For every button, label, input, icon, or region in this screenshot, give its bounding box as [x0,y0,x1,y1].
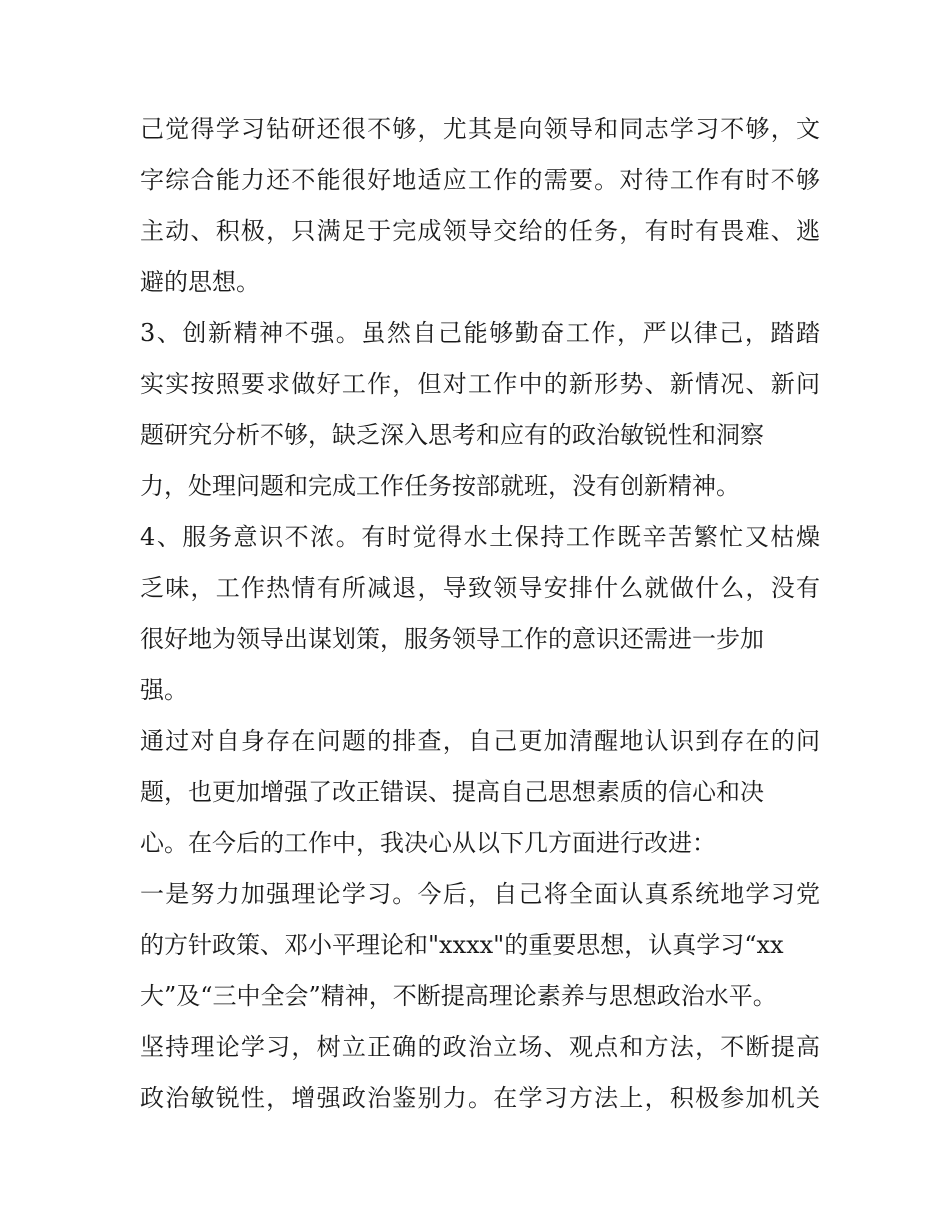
text-line-16: 一是努力加强理论学习。今后，自己将全面认真系统地学习党 [140,880,820,908]
text-line-5: 3、创新精神不强。虽然自己能够勤奋工作，严以律己，踏踏 [140,319,820,347]
text-line-11: 很好地为领导出谋划策，服务领导工作的意识还需进一步加 [140,625,764,653]
text-line-2: 字综合能力还不能很好地适应工作的需要。对待工作有时不够 [140,166,820,194]
text-line-14: 题，也更加增强了改正错误、提高自己思想素质的信心和决 [140,778,764,806]
text-line-19: 坚持理论学习，树立正确的政治立场、观点和方法，不断提高 [140,1033,820,1061]
text-line-3: 主动、积极，只满足于完成领导交给的任务，有时有畏难、逃 [140,217,820,245]
document-body [140,104,820,1124]
text-line-7: 题研究分析不够，缺乏深入思考和应有的政治敏锐性和洞察 [140,421,764,449]
text-line-20: 政治敏锐性，增强政治鉴别力。在学习方法上，积极参加机关 [140,1084,820,1112]
text-line-9: 4、服务意识不浓。有时觉得水土保持工作既辛苦繁忙又枯燥 [140,523,820,551]
text-line-8: 力，处理问题和完成工作任务按部就班，没有创新精神。 [140,472,740,500]
text-line-12: 强。 [140,676,188,704]
text-line-4: 避的思想。 [140,268,260,296]
text-line-15: 心。在今后的工作中，我决心从以下几方面进行改进： [140,829,716,857]
text-line-17: 的方针政策、邓小平理论和"xxxx"的重要思想，认真学习“xx [140,931,784,959]
text-line-18: 大”及“三中全会”精神，不断提高理论素养与思想政治水平。 [140,982,777,1010]
text-line-1: 己觉得学习钻研还很不够，尤其是向领导和同志学习不够，文 [140,115,820,143]
text-line-10: 乏味，工作热情有所减退，导致领导安排什么就做什么，没有 [140,574,820,602]
text-line-13: 通过对自身存在问题的排查，自己更加清醒地认识到存在的问 [140,727,820,755]
text-line-6: 实实按照要求做好工作，但对工作中的新形势、新情况、新问 [140,370,820,398]
